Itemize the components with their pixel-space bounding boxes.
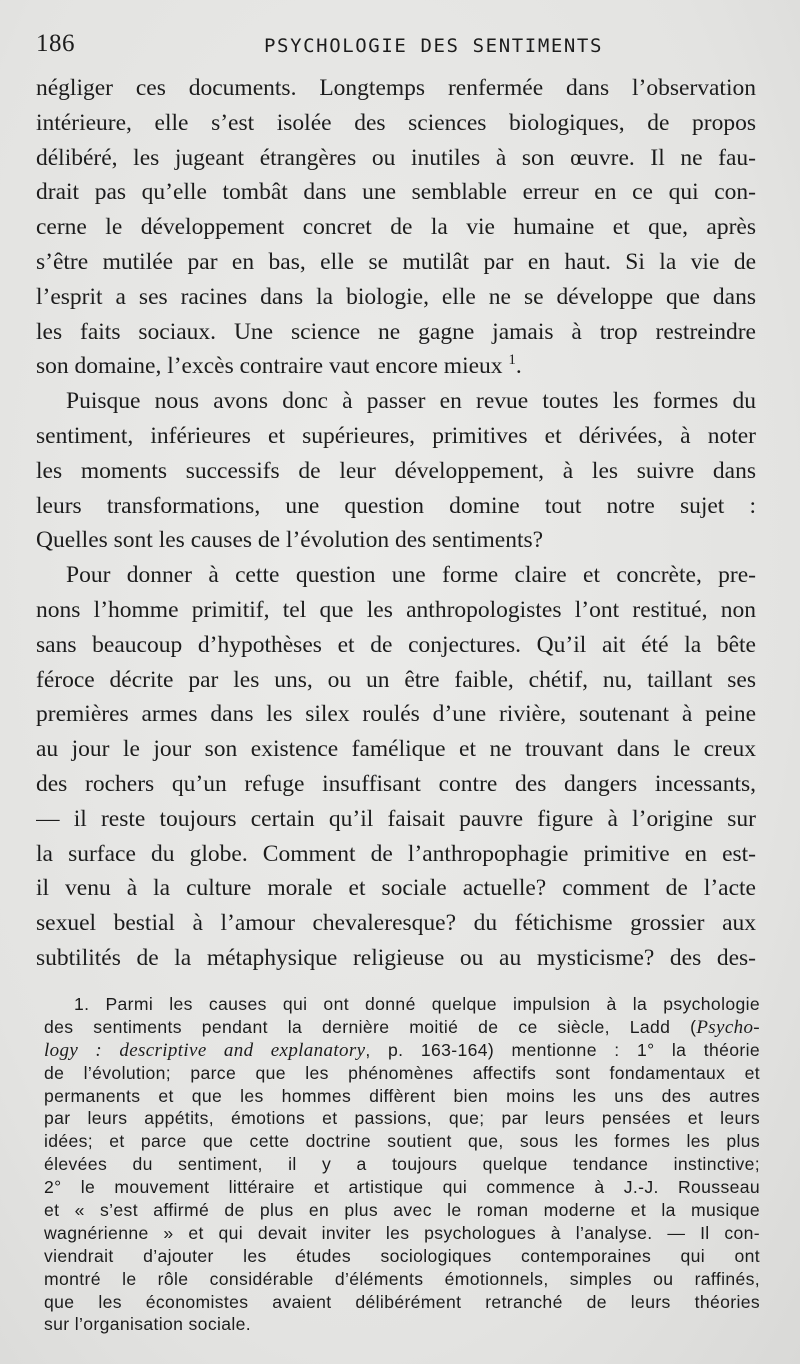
text-line [36,419,756,454]
text-line [36,593,756,628]
text-line [36,558,756,593]
footnote-text: sur l’organisation sociale. [44,1314,251,1335]
footnote-line [44,1222,760,1245]
text-line [36,732,756,767]
text-line-content: délibéré, les jugeant étrangères ou inutiles à son œuvre. Il ne fau- [36,144,756,171]
footnote-line [44,1268,760,1291]
text-line [36,454,756,489]
text-line-content: négliger ces documents. Longtemps renfermée dans l’observation [36,75,756,101]
text-line [36,697,756,732]
text-line-content: leurs transformations, une question domine tout notre sujet : [36,492,756,519]
footnote-line [44,1062,760,1085]
footnote-line [44,1199,760,1222]
page-number: 186 [36,30,75,57]
text-line-content: sentiment, inférieures et supérieures, primitives et dérivées, à noter [36,422,756,449]
text-line-content: Pour donner à cette question une forme claire et concrète, pre- [66,562,756,589]
text-line-content: Quelles sont les causes de l’évolution des sentiments? [36,527,544,554]
footnote-block [44,993,760,1336]
footnote-line [44,1176,760,1199]
footnote-text: 1. Parmi les causes qui ont donné quelque impulsion à la psychologie [74,994,760,1014]
text-line-content: l’esprit a ses racines dans la biologie, elle ne se développe que dans [36,283,756,310]
text-line-content: cerne le développement concret de la vie humaine et que, après [36,214,756,241]
text-line-content: des rochers qu’un refuge insuffisant contre des dangers incessants, [36,770,756,797]
text-line [36,315,756,350]
footnote-text: wagnérienne » et qui devait inviter les psychologues à l’analyse. — Il con- [44,1222,760,1243]
footnote-line [44,1153,760,1176]
text-line [36,384,756,419]
text-line [36,489,756,524]
text-line [36,767,756,802]
footnote-line [44,1291,760,1314]
footnote-line [44,1245,760,1268]
text-line [36,906,756,941]
text-line-content: premières armes dans les silex roulés d’une rivière, soutenant à peine [36,701,756,728]
footnote-line [44,1016,760,1039]
text-line-content: s’être mutilée par en bas, elle se mutilât par en haut. Si la vie de [36,248,756,275]
footnote-line [44,1130,760,1153]
text-line [36,837,756,872]
page-header [36,30,756,66]
footnote-line [44,1313,760,1336]
footnote-text: que les économistes avaient délibérément retranché de leurs théories [44,1291,760,1312]
footnote-line [44,1039,760,1062]
text-line [36,71,756,106]
footnote-text: élevées du sentiment, il y a toujours quelque tendance instinctive; [44,1154,760,1175]
footnote-line [44,1107,760,1130]
text-line-content: au jour le jour son existence famélique et ne trouvant dans le creux [36,736,756,763]
text-line [36,663,756,698]
text-line-content: les faits sociaux. Une science ne gagne jamais à trop restreindre [36,318,756,345]
footnote-line [44,1085,760,1108]
text-line-content: — il reste toujours certain qu’il faisait pauvre figure à l’origine sur [36,805,756,832]
text-line [36,175,756,210]
text-line-content: il venu à la culture morale et sociale actuelle? comment de l’acte [36,875,756,902]
text-line-content: drait pas qu’elle tombât dans une semblable erreur en ce qui con- [36,179,756,206]
footnote-text: par leurs appétits, émotions et passions, que; par leurs pensées et leurs [44,1108,760,1129]
text-line [36,106,756,141]
footnote-text: , p. 163-164) mentionne : 1° la théorie [365,1039,760,1060]
text-line-content: la surface du globe. Comment de l’anthropophagie primitive en est- [36,840,756,867]
text-line [36,141,756,176]
text-line-content: intérieure, elle s’est isolée des sciences biologiques, de propos [36,109,756,136]
text-line-content: Puisque nous avons donc à passer en revue toutes les formes du [66,388,756,415]
footnote-text: de l’évolution; parce que les phénomènes affectifs sont fondamentaux et [44,1062,760,1083]
text-line [36,210,756,245]
main-text [36,71,756,976]
footnote-text: permanents et que les hommes diffèrent bien moins les uns des autres [44,1085,760,1106]
footnote-title-italic: Psycho- [696,1016,760,1038]
footnote-line [44,993,760,1016]
text-line [36,523,756,558]
footnote-text: viendrait d’ajouter les études sociologiques contemporaines qui ont [44,1245,760,1266]
footnote-text: idées; et parce que cette doctrine soutient que, sous les formes les plus [44,1131,760,1152]
footnote-text: des sentiments pendant la dernière moitié de ce siècle, Ladd ( [44,1016,697,1037]
text-line-content: subtilités de la métaphysique religieuse ou au mysticisme? des des- [36,944,756,971]
footnote-reference: 1 [508,352,516,369]
text-line [36,280,756,315]
text-line-content: les moments successifs de leur développement, à les suivre dans [36,457,756,484]
footnote-text: montré le rôle considérable d’éléments émotionnels, simples ou raffinés, [44,1268,760,1289]
footnote-text: et « s’est affirmé de plus en plus avec le roman moderne et la musique [44,1200,760,1221]
running-head: PSYCHOLOGIE DES SENTIMENTS [264,35,604,57]
text-line [36,871,756,906]
text-line-content: féroce décrite par les uns, ou un être faible, chétif, nu, taillant ses [36,666,756,693]
text-line-punctuation: . [515,353,522,380]
footnote-title-italic: logy : descriptive and explanatory [44,1039,366,1061]
text-line [36,245,756,280]
text-line-content: son domaine, l’excès contraire vaut encore mieux [36,353,503,380]
text-line [36,941,756,976]
text-line [36,628,756,663]
text-line [36,349,756,384]
text-line-content: sexuel bestial à l’amour chevaleresque? du fétichisme grossier aux [36,910,756,937]
text-line [36,802,756,837]
text-line-content: nons l’homme primitif, tel que les anthropologistes l’ont restitué, non [36,596,756,623]
text-line-content: sans beaucoup d’hypothèses et de conjectures. Qu’il ait été la bête [36,631,756,658]
footnote-text: 2° le mouvement littéraire et artistique qui commence à J.-J. Rousseau [44,1177,760,1198]
